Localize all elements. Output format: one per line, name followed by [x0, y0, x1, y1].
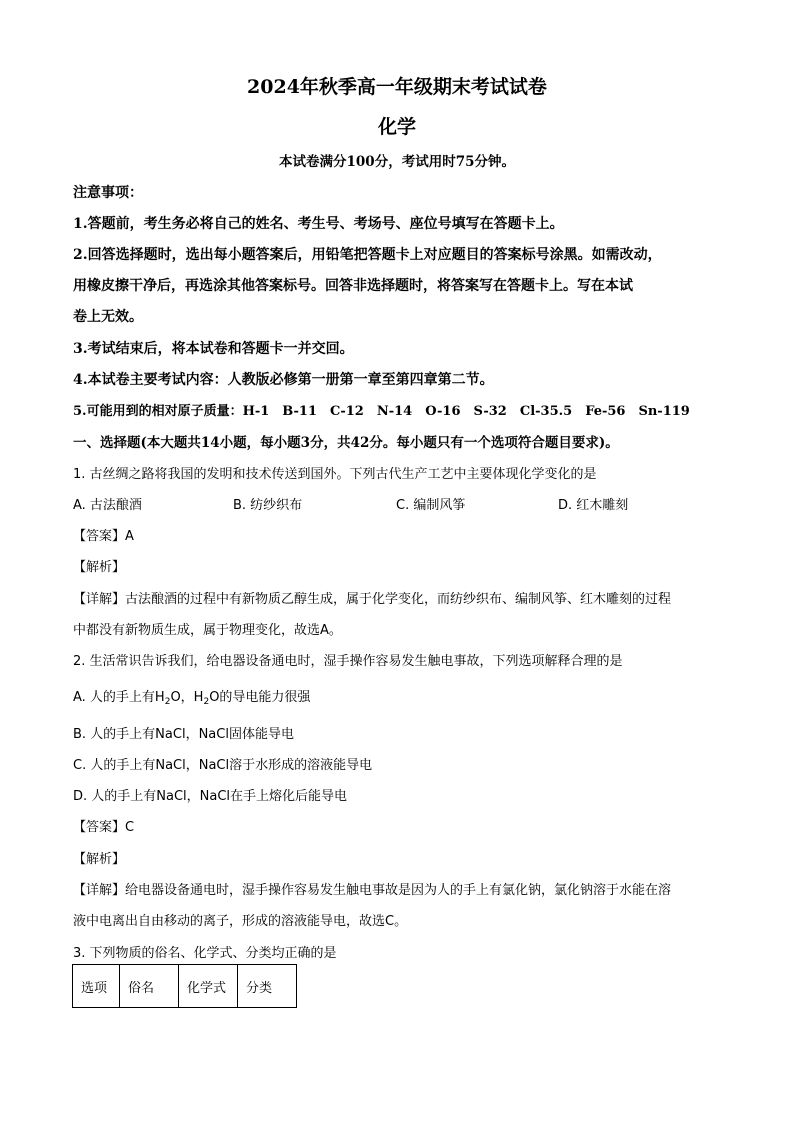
note-item: 卷上无效。 — [73, 309, 143, 325]
table-row — [73, 965, 297, 1008]
question-1-stem: 1. 古丝绸之路将我国的发明和技术传送到国外。下列古代生产工艺中主要体现化学变化的是 — [73, 467, 597, 482]
detail-label: 【详解】 — [73, 592, 126, 607]
q1-option-c: C. 编制风筝 — [396, 498, 466, 513]
q2-option-a-text: O，H — [170, 690, 204, 705]
q2-option-a-text: A. 人的手上有H — [73, 690, 165, 705]
q2-option-c: C. 人的手上有NaCl，NaCl溶于水形成的溶液能导电 — [73, 758, 373, 773]
detail-label: 【详解】 — [73, 883, 126, 898]
subscript: 2 — [203, 697, 210, 707]
q1-option-d: D. 红木雕刻 — [558, 498, 629, 513]
q2-option-d: D. 人的手上有NaCl，NaCl在手上熔化后能导电 — [73, 789, 348, 804]
q2-analysis-label: 【解析】 — [73, 852, 126, 867]
detail-text: 古法酿酒的过程中有新物质乙醇生成，属于化学变化，而纺纱织布、编制风筝、红木雕刻的过程 — [125, 592, 672, 607]
note-item: 用橡皮擦干净后，再选涂其他答案标号。回答非选择题时，将答案写在答题卡上。写在本试 — [73, 278, 633, 294]
q2-option-b: B. 人的手上有NaCl，NaCl固体能导电 — [73, 727, 294, 742]
score-note: 本试卷满分100分，考试用时75分钟。 — [279, 154, 515, 170]
detail-text: 给电器设备通电时，湿手操作容易发生触电事故是因为人的手上有氯化钠，氯化钠溶于水能在溶 — [125, 883, 672, 898]
q1-option-a: A. 古法酿酒 — [73, 498, 142, 513]
section-heading: 一、选择题(本大题共14小题，每小题3分，共42分。每小题只有一个选项符合题目要求)。 — [73, 435, 619, 451]
q2-option-a — [73, 686, 733, 707]
q1-option-b: B. 纺纱织布 — [233, 498, 303, 513]
question-2-stem: 2. 生活常识告诉我们，给电器设备通电时，湿手操作容易发生触电事故，下列选项解释合理的是 — [73, 654, 623, 669]
answer-value: C — [125, 820, 135, 835]
q2-answer — [73, 816, 733, 835]
note-item: 2.回答选择题时，选出每小题答案后，用铅笔把答题卡上对应题目的答案标号涂黑。如需改动， — [73, 247, 662, 263]
q2-option-a-text: O的导电能力很强 — [209, 690, 311, 705]
subject-title: 化学 — [377, 116, 416, 138]
q1-detail-cont: 中都没有新物质生成，属于物理变化，故选A。 — [73, 623, 342, 638]
notes-heading: 注意事项： — [73, 185, 143, 201]
exam-title: 2024年秋季高一年级期末考试试卷 — [247, 76, 547, 98]
question-3-stem: 3. 下列物质的俗名、化学式、分类均正确的是 — [73, 946, 337, 961]
table-header-cell: 分类 — [238, 965, 297, 1008]
table-header-cell: 化学式 — [179, 965, 238, 1008]
subscript: 2 — [164, 697, 171, 707]
q2-detail — [73, 879, 733, 898]
note-item: 3.考试结束后，将本试卷和答题卡一并交回。 — [73, 341, 354, 357]
note-item: 1.答题前，考生务必将自己的姓名、考生号、考场号、座位号填写在答题卡上。 — [73, 216, 564, 232]
note-item-atomic-masses: 5.可能用到的相对原子质量：H-1 B-11 C-12 N-14 O-16 S-32 Cl-35.5 Fe-56 Sn-119 — [73, 404, 690, 419]
q1-analysis-label: 【解析】 — [73, 560, 126, 575]
q3-table — [72, 964, 297, 1008]
q1-answer — [73, 525, 733, 544]
q2-detail-cont: 液中电离出自由移动的离子，形成的溶液能导电，故选C。 — [73, 914, 408, 929]
table-header-cell: 俗名 — [120, 965, 179, 1008]
answer-label: 【答案】 — [73, 529, 126, 544]
note-item: 4.本试卷主要考试内容：人教版必修第一册第一章至第四章第二节。 — [73, 372, 494, 388]
q1-detail — [73, 588, 733, 607]
answer-label: 【答案】 — [73, 820, 126, 835]
answer-value: A — [125, 529, 134, 544]
table-header-cell: 选项 — [73, 965, 120, 1008]
